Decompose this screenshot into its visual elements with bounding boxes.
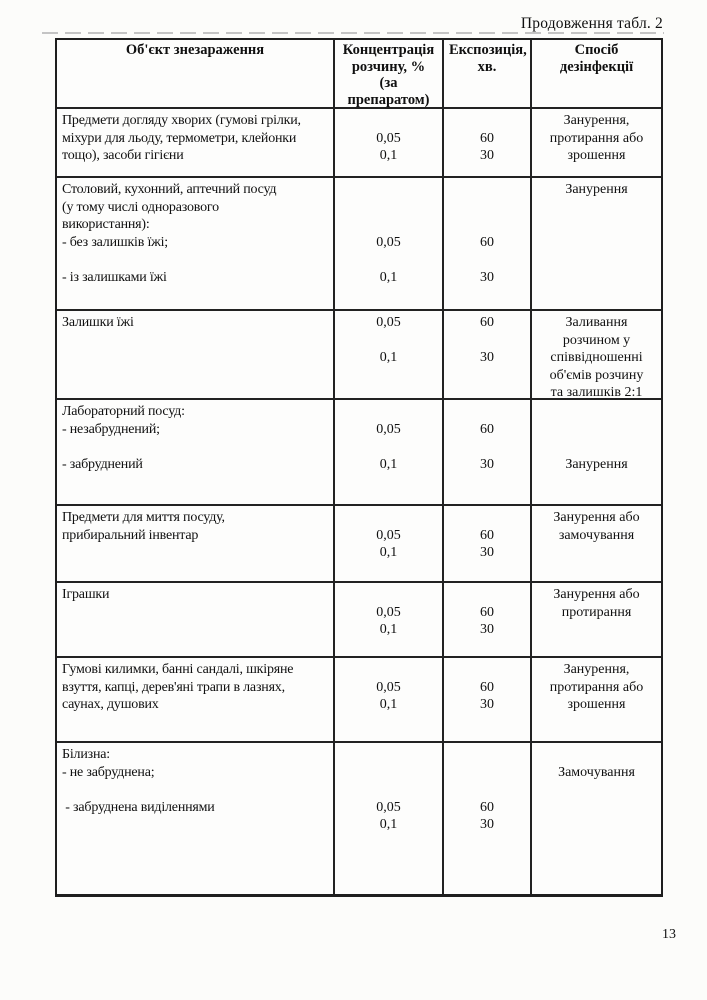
table-row [57, 176, 661, 309]
header-object-cell [57, 40, 333, 107]
cell-text-line [537, 421, 656, 439]
cell-text-line: 60 [480, 315, 494, 330]
cell-text-line: 60 [480, 679, 494, 695]
exposure-cell [442, 109, 530, 176]
table-continuation-label: Продовження табл. 2 [520, 15, 663, 32]
cell-text-line: 0,05 [376, 527, 401, 543]
header-exposure-cell [442, 40, 530, 107]
cell-text-line [340, 661, 437, 679]
concentration-cell [333, 400, 442, 504]
cell-text-line [449, 181, 525, 199]
cell-text-line [449, 332, 525, 350]
cell-text-line: дезінфекції [559, 58, 634, 75]
cell-text-line: тощо), засоби гігієни [62, 148, 184, 163]
cell-text-line: 60 [480, 234, 494, 250]
cell-text-line: препаратом) [347, 91, 430, 107]
cell-text-line: Заливання [565, 315, 628, 330]
cell-text-line: прибиральний інвентар [62, 527, 199, 543]
cell-text-line: 60 [480, 527, 494, 543]
cell-text-line: 0,1 [379, 148, 398, 163]
object-cell [57, 658, 333, 741]
cell-text-line [449, 251, 525, 269]
concentration-cell [333, 109, 442, 176]
cell-text-line: Залишки їжі [62, 315, 134, 330]
cell-text-line: Занурення, [563, 662, 630, 677]
concentration-cell [333, 311, 442, 398]
concentration-cell [333, 583, 442, 656]
cell-text-line [449, 781, 525, 799]
cell-text-line: Іграшки [62, 587, 110, 602]
cell-text-line [340, 586, 437, 604]
cell-text-line [340, 403, 437, 421]
cell-text-line: 30 [480, 148, 494, 163]
exposure-cell [442, 743, 530, 894]
table-row [57, 656, 661, 741]
cell-text-line: - забруднений [62, 456, 143, 472]
header-method-cell [530, 40, 661, 107]
cell-text-line: 0,05 [376, 130, 401, 146]
table-row [57, 398, 661, 504]
cell-text-line: 0,1 [379, 817, 398, 832]
cell-text-line: використання): [62, 217, 150, 232]
cell-text-line: Об'єкт знезараження [125, 42, 265, 58]
object-cell [57, 178, 333, 309]
cell-text-line [340, 251, 437, 269]
cell-text-line [340, 181, 437, 199]
cell-text-line: протирання [561, 604, 632, 620]
cell-text-line [449, 764, 525, 782]
cell-text-line [449, 199, 525, 217]
cell-text-line: - із залишками їжі [62, 269, 167, 285]
cell-text-line: 30 [480, 817, 494, 832]
cell-text-line: 0,1 [379, 350, 398, 365]
object-cell [57, 583, 333, 656]
cell-text-line: об'ємів розчину [549, 367, 644, 383]
cell-text-line: розчином у [562, 332, 631, 348]
cell-text-line [340, 199, 437, 217]
cell-text-line: співвідношенні [550, 350, 643, 365]
cell-text-line: Лабораторний посуд: [62, 404, 185, 419]
object-cell [57, 311, 333, 398]
method-cell [530, 743, 661, 894]
table-row [57, 741, 661, 894]
cell-text-line [449, 746, 525, 764]
cell-text-line [449, 509, 525, 527]
cell-text-line: 30 [480, 456, 494, 472]
cell-text-line: 30 [480, 269, 494, 285]
cell-text-line: 0,1 [379, 456, 398, 472]
cell-text-line: зрошення [567, 697, 626, 712]
cell-text-line: протирання або [549, 130, 644, 146]
table-row [57, 107, 661, 176]
cell-text-line: (у тому числі одноразового [62, 199, 219, 215]
cell-text-line [340, 438, 437, 456]
cell-text-line: 0,05 [376, 604, 401, 620]
cell-text-line: міхури для льоду, термометри, клейонки [62, 130, 297, 146]
cell-text-line: хв. [477, 58, 497, 75]
cell-text-line: 60 [480, 799, 494, 815]
concentration-cell [333, 506, 442, 581]
method-cell [530, 658, 661, 741]
cell-text-line [340, 216, 437, 234]
cell-text-line: 0,1 [379, 697, 398, 712]
object-cell [57, 743, 333, 894]
exposure-cell [442, 178, 530, 309]
cell-text-line [62, 438, 328, 456]
cell-text-line [340, 746, 437, 764]
cell-text-line: Білизна: [62, 747, 110, 762]
cell-text-line: 60 [480, 604, 494, 620]
cell-text-line: Занурення [565, 456, 628, 472]
cell-text-line: 60 [480, 130, 494, 146]
cell-text-line: Занурення [565, 182, 628, 197]
cell-text-line: 0,05 [376, 315, 401, 330]
cell-text-line [449, 586, 525, 604]
cell-text-line [449, 112, 525, 130]
disinfection-table [55, 38, 663, 897]
cell-text-line: та залишків 2:1 [550, 385, 643, 398]
concentration-cell [333, 178, 442, 309]
concentration-cell [333, 658, 442, 741]
cell-text-line: 0,05 [376, 234, 401, 250]
cell-text-line: - не забруднена; [62, 764, 155, 780]
method-cell [530, 311, 661, 398]
exposure-cell [442, 506, 530, 581]
cell-text-line: 0,05 [376, 421, 401, 437]
method-cell [530, 109, 661, 176]
cell-text-line [340, 332, 437, 350]
cell-text-line: взуття, капці, дерев'яні трапи в лазнях, [62, 679, 285, 695]
cell-text-line: Замочування [558, 764, 635, 780]
exposure-cell [442, 583, 530, 656]
cell-text-line: 0,1 [379, 545, 398, 560]
cell-text-line: зрошення [567, 148, 626, 163]
cell-text-line [449, 216, 525, 234]
cell-text-line: 0,1 [379, 269, 398, 285]
cell-text-line: Експозиція, [449, 42, 527, 58]
concentration-cell [333, 743, 442, 894]
cell-text-line: Занурення або [553, 587, 640, 602]
table-row [57, 309, 661, 398]
cell-text-line [340, 781, 437, 799]
cell-text-line: 0,05 [376, 679, 401, 695]
cell-text-line: 30 [480, 622, 494, 637]
method-cell [530, 178, 661, 309]
method-cell [530, 506, 661, 581]
cell-text-line: - забруднена виділеннями [62, 799, 215, 815]
cell-text-line: розчину, % [351, 58, 426, 75]
cell-text-line [62, 251, 328, 269]
cell-text-line: 60 [480, 421, 494, 437]
cell-text-line: - без залишків їжі; [62, 234, 168, 250]
cell-text-line: замочування [558, 527, 635, 543]
cell-text-line: Предмети для миття посуду, [62, 510, 225, 525]
header-concentration-cell [333, 40, 442, 107]
cell-text-line: Предмети догляду хворих (гумові грілки, [62, 113, 301, 128]
cell-text-line: Столовий, кухонний, аптечний посуд [62, 182, 277, 197]
cell-text-line: Гумові килимки, банні сандалі, шкіряне [62, 662, 294, 677]
scan-artifact-line [42, 32, 664, 34]
object-cell [57, 400, 333, 504]
cell-text-line: саунах, душових [62, 697, 159, 712]
cell-text-line [340, 112, 437, 130]
cell-text-line: 30 [480, 697, 494, 712]
cell-text-line: Занурення, [563, 113, 630, 128]
object-cell [57, 109, 333, 176]
cell-text-line: 30 [480, 350, 494, 365]
cell-text-line [62, 781, 328, 799]
cell-text-line: - незабруднений; [62, 421, 160, 437]
exposure-cell [442, 658, 530, 741]
exposure-cell [442, 400, 530, 504]
cell-text-line [340, 509, 437, 527]
method-cell [530, 583, 661, 656]
page-number: 13 [662, 927, 676, 942]
cell-text-line [449, 438, 525, 456]
cell-text-line: 30 [480, 545, 494, 560]
cell-text-line [537, 746, 656, 764]
cell-text-line: (за [379, 75, 398, 91]
object-cell [57, 506, 333, 581]
cell-text-line: 0,05 [376, 799, 401, 815]
cell-text-line: протирання або [549, 679, 644, 695]
cell-text-line [340, 764, 437, 782]
cell-text-line [449, 661, 525, 679]
cell-text-line: Концентрація [342, 42, 435, 58]
cell-text-line [449, 403, 525, 421]
cell-text-line: Спосіб [574, 42, 619, 58]
table-row [57, 504, 661, 581]
table-header-row [57, 40, 661, 107]
exposure-cell [442, 311, 530, 398]
cell-text-line [537, 438, 656, 456]
cell-text-line [537, 403, 656, 421]
cell-text-line: 0,1 [379, 622, 398, 637]
method-cell [530, 400, 661, 504]
cell-text-line: Занурення або [553, 510, 640, 525]
table-row [57, 581, 661, 656]
